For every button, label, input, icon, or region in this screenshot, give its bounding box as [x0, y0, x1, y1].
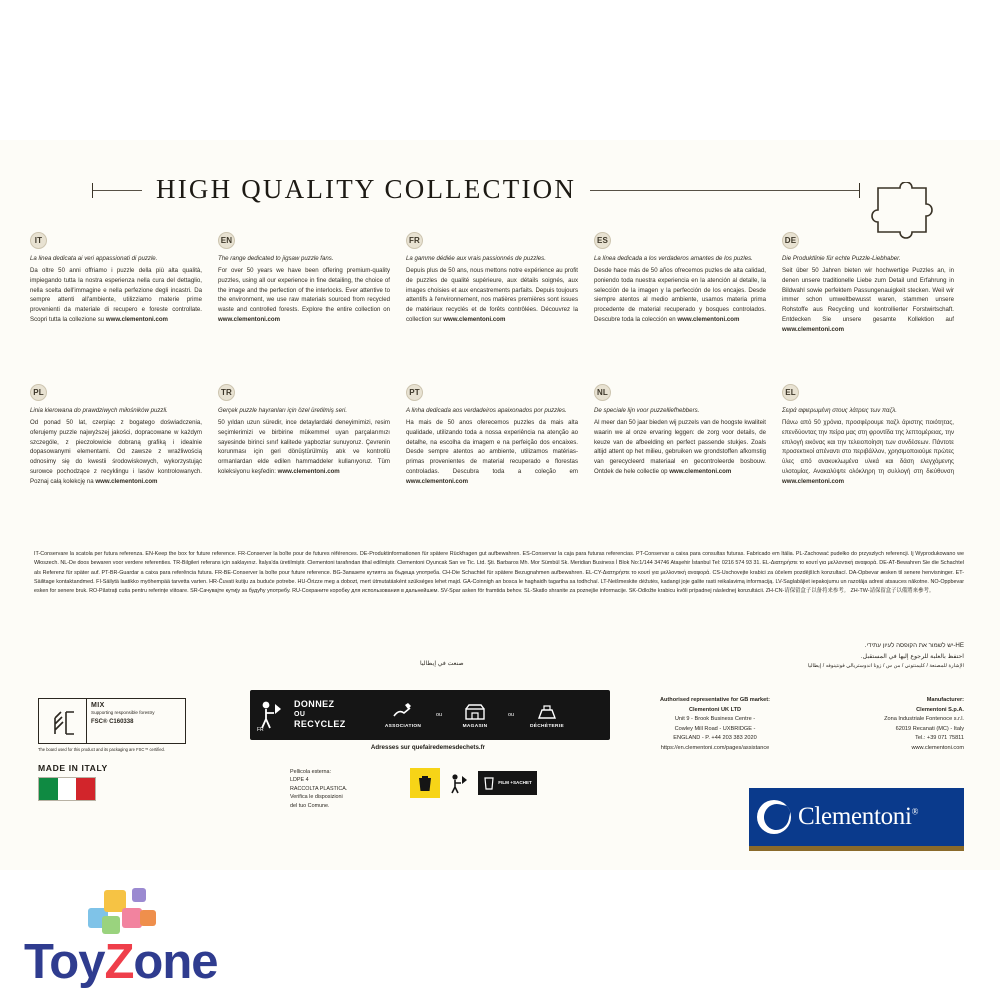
triman-or-1: ou	[436, 712, 442, 718]
toyzone-text-toy: Toy	[24, 935, 105, 989]
language-body: 50 yıldan uzun süredir, ince detaylardaki deneyimimizi, resim seçimlerimizi ve birbirine mükemmel uyan parçalarımızı sayesinde birinci sınıf kalitede yapbozlar sunuyoruz. Çevrenin korunması için geri dönüştürülmüş atık ve kontrollü ormanlardan elde edilen hammaddeler kullanıyoruz. Tüm koleksiyonu keşfedin:	[218, 418, 390, 476]
italy-flag-icon	[38, 777, 96, 801]
language-code-badge: IT	[30, 232, 47, 249]
brand-name: Clementoni®	[798, 803, 919, 830]
triman-title-line3: RECYCLEZ	[294, 719, 346, 730]
language-lead: Linia kierowana do prawdziwych miłośników puzzli.	[30, 407, 168, 414]
brand-trademark: ®	[911, 806, 919, 817]
film-sachet-label: FILM +SACHET	[498, 780, 532, 786]
fsc-tree-icon	[39, 699, 87, 743]
language-block-es	[594, 232, 766, 325]
manufacturer-phone: Tel.: +39 071 75811	[915, 735, 964, 741]
language-url: www.clementoni.com	[782, 478, 845, 486]
language-lead: The range dedicated to jigsaw puzzle fans.	[218, 255, 334, 262]
uk-rep-company: Clementoni UK LTD	[688, 706, 742, 713]
triman-options	[372, 690, 610, 740]
triman-option-label: DÉCHÈTERIE	[530, 723, 564, 729]
language-url: www.clementoni.com	[443, 316, 506, 324]
recycling-center-icon	[535, 702, 559, 722]
language-block-it	[30, 232, 202, 325]
language-url: www.clementoni.com	[105, 316, 168, 324]
triman-footer: Adresses sur quefairedemesdechets.fr	[370, 744, 486, 751]
legal-arabic-line: احتفظ بالعلبة للرجوع إليها في المستقبل.	[860, 653, 964, 661]
manufacturer-company: Clementoni S.p.A.	[916, 706, 964, 713]
page-title-text: HIGH QUALITY COLLECTION	[156, 174, 577, 204]
manufacturer-site[interactable]: www.clementoni.com	[911, 744, 964, 751]
language-lead: Die Produktlinie für echte Puzzle-Liebhaber.	[782, 255, 901, 262]
manufacturer-title: Manufacturer:	[926, 697, 964, 703]
triman-title-line2: OU	[294, 710, 306, 718]
legal-paragraph: IT-Conservare la scatola per futura referenza. EN-Keep the box for future reference. FR-Conserver la boîte pour de futures références. DE-Produktinformationen für spätere Rückfragen gut aufbewahren. ES-Conservar la caja para futuras referencias. PT-Conservar a caixa para consultas futuras. Fabricado em Itália. PL-Zachować pudełko do przyszłych referencji. Ij Wyprodukowano we Włoszech. NL-De doos bewaren voor verdere referenties. TR-Bilgileri referans için saklayınız. İtalya'da üretilmiştir. Clementoni tarafından ithal edilmiştir. Clementoni Oyuncak San ve Tic. Ltd. Şti. Barbaros Mh. Mor Sümbül Sk. Meridian Business İ Blok No:1/144 34746 Ataşehir İstanbul Tel: 0216 574 93 31. EL-Διατηρήστε το κουτί για μελλοντική αναφορά. DE-AT-Bewahren Sie die Schachtel als Referenz für später auf. PT-BR-Guardar a caixa para referência futura. FR-BE-Conserver la boîte pour future reference. BG-Запазете кутията за бъдеща употреба. CH-Die Schachtel für spätere Bezugnahmen aufbewahren. EL-CY-Διατηρήστε το κουτί για μελλοντική αναφορά. CS-Uschovejte krabici za účelem pozdějších konzultací. DA-Opbevar æsken til senere henvisninger. ET-Säilitage kontaktandmed. FI-Säilytä laatikko myöhempää tarvetta varten. HR-Čuvati kutiju za buduće potrebe. HU-Őrizze meg a dobozt, mert útmutatásként szükséges lehet majd. GA-Coinnigh an bosca le haghaidh tagartha sa todhchaí. LT-Neišmeskite dėžutės, kadangi joje galite rasti reikalavimą informaciją. LV-Saglabājiet iepakojumu un razotāja adresi atsauces nākotne. NO-Oppbevar esken for senere bruk. RO-Păstrați cutia pentru referințe viitoare. SR-Сачувајте кутију за будућу употребу. RU-Сохраните коробку для использования в дальнейшем. SV-Spar asken för framtida behov. SL-Skatlo shranite za poznejše informacije. SK-Odložte krabicu kvôli prípadnej následnej konzultácii. ZH-CN-请保留盒子以备将来参考。 ZH-TW-請保留盒子以備將來參考。	[34, 551, 964, 595]
fsc-footnote: The board used for this product and its packaging are FSC™ certified.	[38, 747, 165, 752]
language-code-badge: FR	[406, 232, 423, 249]
brand-underline	[749, 846, 964, 851]
package-back-panel	[0, 140, 1000, 870]
uk-rep-address-3: ENGLAND - P. +44 203 383 2020	[673, 735, 757, 741]
legal-made-in-arabic: صنعت في إيطاليا	[420, 660, 464, 667]
language-url: www.clementoni.com	[406, 478, 469, 486]
plastic-line3: RACCOLTA PLASTICA.	[290, 785, 348, 792]
legal-hebrew-line: HE-יש לשמור את הקופסה לעיון עתידי.	[864, 642, 964, 649]
language-url: www.clementoni.com	[277, 468, 340, 476]
language-code-badge: ES	[594, 232, 611, 249]
clementoni-logo-icon	[757, 800, 791, 834]
language-text	[30, 384, 202, 487]
plastic-line1: Pellicola esterna:	[290, 769, 332, 775]
triman-title-line1: DONNEZ	[294, 699, 335, 710]
plastic-text	[290, 768, 402, 810]
language-body: Desde hace más de 50 años ofrecemos puzles de alta calidad, poniendo toda nuestra experiencia en la atención al detalle, la selección de la imagen y la perfección de los encajes. Desde siempre atentos al medio ambiente, usamos materia prima procedente de material recuperado y bosques controlados. Descubre toda la colección en	[594, 266, 766, 324]
language-code-badge: EL	[782, 384, 799, 401]
language-body: For over 50 years we have been offering premium-quality puzzles, using all our experience in fine detailing, the choice of the image and the perfection of the interlocks. Ever attentive to the environment, we use raw materials sourced from recycled waste and controlled forests. Explore the entire collection on	[218, 266, 390, 314]
language-body: Da oltre 50 anni offriamo i puzzle della più alta qualità, impiegando tutta la nostra esperienza nella cura del dettaglio, nella scelta dell'immagine e nella perfezione degli incastri. Da sempre attenti all'ambiente, utilizziamo materie prime provenienti da materiale di recupero e foreste controllate. Scopri tutta la collezione su	[30, 266, 202, 324]
association-hand-icon	[391, 702, 415, 722]
clementoni-logo	[749, 788, 964, 846]
triman-option-association	[372, 702, 434, 729]
language-code-badge: TR	[218, 384, 235, 401]
manufacturer-address-2: 62019 Recanati (MC) - Italy	[895, 725, 964, 732]
plastic-line4: Verifica le disposizioni	[290, 794, 343, 801]
toy-blocks-icon	[88, 882, 218, 942]
language-body: Depuis plus de 50 ans, nous mettons notre expérience au profit de puzzles de qualité supérieure, aux détails soignés, aux images choisies et aux encastrements parfaits. Depuis toujours attentifs à l'environnement, nos matières premières sont issues de matériaux recyclés et de forêts contrôlées. Découvrez la collection sur	[406, 266, 578, 324]
language-code-badge: DE	[782, 232, 799, 249]
language-block-en	[218, 232, 390, 325]
uk-rep-link[interactable]: https://en.clementoni.com/pages/assistance	[660, 744, 770, 751]
language-lead: La línea dedicada a los verdaderos amantes de los puzles.	[594, 255, 753, 262]
language-url: www.clementoni.com	[677, 316, 740, 324]
uk-rep-title: Authorised representative for GB market:	[659, 697, 771, 703]
language-body: Al meer dan 50 jaar bieden wij puzzels van de hoogste kwaliteit waarin we al onze ervaring leggen: de zorg voor details, de keuze van de afbeelding en perfect passende stukjes. Zoals altijd attent op het milieu, gebruiken we grondstoffen afkomstig van gerecycleerd materiaal en gecontroleerde bosbouw. Ontdek de hele collectie op	[594, 418, 766, 476]
toyzone-text-z: Z	[104, 935, 134, 989]
svg-text:FR: FR	[257, 727, 264, 732]
triman-or-2: ou	[508, 712, 514, 718]
page-title	[156, 174, 576, 205]
language-text	[406, 384, 578, 487]
fsc-mix-label: MIX	[91, 702, 105, 709]
triman-person-icon	[250, 690, 294, 740]
language-code-badge: PL	[30, 384, 47, 401]
triman-option-decheterie	[516, 702, 578, 729]
language-url: www.clementoni.com	[95, 478, 158, 486]
triman-block	[250, 690, 610, 751]
language-block-pt	[406, 384, 578, 487]
legal-arabic-small: الإشارة للمصنعة / كليمنتوني / من س / زونا اندوستريالي فونتينوفه / إيطاليا	[807, 663, 964, 670]
language-block-tr	[218, 384, 390, 477]
fsc-logo	[38, 698, 186, 744]
toyzone-wordmark	[24, 934, 218, 990]
header-rule-left	[92, 190, 142, 191]
language-body: Ha mais de 50 anos oferecemos puzzles da mais alta qualidade, utilizando toda a nossa experiência na atenção ao detalhe, na escolha da imagem e na perfeição dos encaixes. Desde sempre atentos ao ambiente, utilizamos matérias-primas provenientes de material recuperado e florestas controladas. Descubra toda a coleção em	[406, 418, 578, 476]
plastic-recycling-block	[290, 768, 590, 810]
fsc-code: FSC® C160338	[91, 718, 134, 725]
uk-representative-block	[630, 696, 800, 753]
header	[30, 168, 970, 216]
language-text	[218, 232, 390, 325]
language-lead: De speciale lijn voor puzzelliefhebbers.	[594, 407, 700, 414]
language-block-de	[782, 232, 954, 335]
shop-icon	[463, 702, 487, 722]
language-block-fr	[406, 232, 578, 325]
film-sachet-icon	[478, 771, 537, 795]
language-body: Πάνω από 50 χρόνια, προσφέρουμε παζλ άριστης ποιότητας, επενδύοντας την πείρα μας στη φροντίδα της λεπτομέρειας, την επιλογή εικόνας και την τελειοποίηση των συνδέσεων. Πάντοτε προσεκτικοί απέναντι στο περιβάλλον, χρησιμοποιούμε πρώτες ύλες από ανακυκλωμένα υλικά και δάση ελεγχόμενης υλοτομίας. Ανακαλύψτε ολόκληρη τη συλλογή στη διεύθυνση	[782, 418, 954, 476]
triman-option-label: ASSOCIATION	[384, 723, 422, 729]
language-text	[782, 384, 954, 487]
uk-rep-address-2: Cowley Mill Road - UXBRIDGE -	[674, 725, 756, 732]
language-text	[30, 232, 202, 325]
triman-bar	[250, 690, 610, 740]
language-url: www.clementoni.com	[669, 468, 732, 476]
triman-option-magasin	[444, 702, 506, 729]
language-code-badge: NL	[594, 384, 611, 401]
language-lead: Gerçek puzzle hayranları için özel üretilmiş seri.	[218, 407, 348, 414]
manufacturer-block	[814, 696, 964, 753]
language-code-badge: EN	[218, 232, 235, 249]
language-text	[782, 232, 954, 335]
language-code-badge: PT	[406, 384, 423, 401]
yellow-bin-icon	[410, 768, 440, 798]
fsc-text	[87, 699, 185, 743]
language-lead: A linha dedicada aos verdadeiros apaixonados por puzzles.	[406, 407, 567, 414]
language-block-el	[782, 384, 954, 487]
language-lead: Σειρά αφιερωμένη στους λάτρεις των παζλ.	[782, 407, 897, 414]
language-url: www.clementoni.com	[218, 316, 281, 324]
language-descriptions	[30, 232, 974, 532]
language-text	[406, 232, 578, 325]
header-rule-tick-right	[859, 183, 860, 198]
toyzone-text-one: one	[133, 935, 218, 989]
toyzone-watermark	[18, 882, 278, 992]
language-lead: La gamme dédiée aux vrais passionnés de puzzles.	[406, 255, 546, 262]
plastic-icons	[410, 768, 537, 798]
language-block-nl	[594, 384, 766, 477]
made-in-label: MADE IN ITALY	[38, 762, 108, 773]
plastic-line2: LDPE 4	[290, 777, 309, 784]
fsc-sub-label: Supporting responsible forestry	[91, 710, 155, 715]
language-text	[594, 232, 766, 325]
language-body: Seit über 50 Jahren bieten wir hochwertige Puzzles an, in denen unsere traditionelle Liebe zum Detail und Erfahrung in Bildwahl sowie perfektem Passungenauigkeit stecken. Weil wir immer schon umweltbewusst waren, stammen unsere Rohstoffe aus Recycling und kontrollierter Forstwirtschaft. Entdecken Sie unsere gesamte Kollektion auf	[782, 266, 954, 324]
plastic-line5: del tuo Comune.	[290, 802, 330, 809]
header-rule-right	[590, 190, 860, 191]
language-body: Od ponad 50 lat, czerpiąc z bogatego doświadczenia, oferujemy puzzle najwyższej jakości, dopracowane w każdym szczególe, z pieczołowicie dobraną grafiką i idealnie dopasowanymi elementami. Od zawsze z wrażliwością odnosimy się do kwestii środowiskowych, wykorzystując surowce pochodzące z recyklingu i lasów kontrolowanych. Poznaj całą kolekcję na	[30, 418, 202, 486]
triman-title	[294, 690, 372, 740]
fsc-block	[38, 698, 198, 801]
language-url: www.clementoni.com	[782, 326, 845, 334]
language-lead: La linea dedicata ai veri appassionati di puzzle.	[30, 255, 158, 262]
uk-rep-address-1: Unit 9 - Brook Business Centre -	[674, 716, 756, 722]
recycle-bin-icon	[446, 768, 472, 798]
language-block-pl	[30, 384, 202, 487]
manufacturer-address-1: Zona Industriale Fontenoce s.r.l.	[884, 716, 964, 722]
language-text	[218, 384, 390, 477]
language-text	[594, 384, 766, 477]
triman-option-label: MAGASIN	[462, 723, 488, 729]
legal-rtl-block	[644, 640, 964, 672]
